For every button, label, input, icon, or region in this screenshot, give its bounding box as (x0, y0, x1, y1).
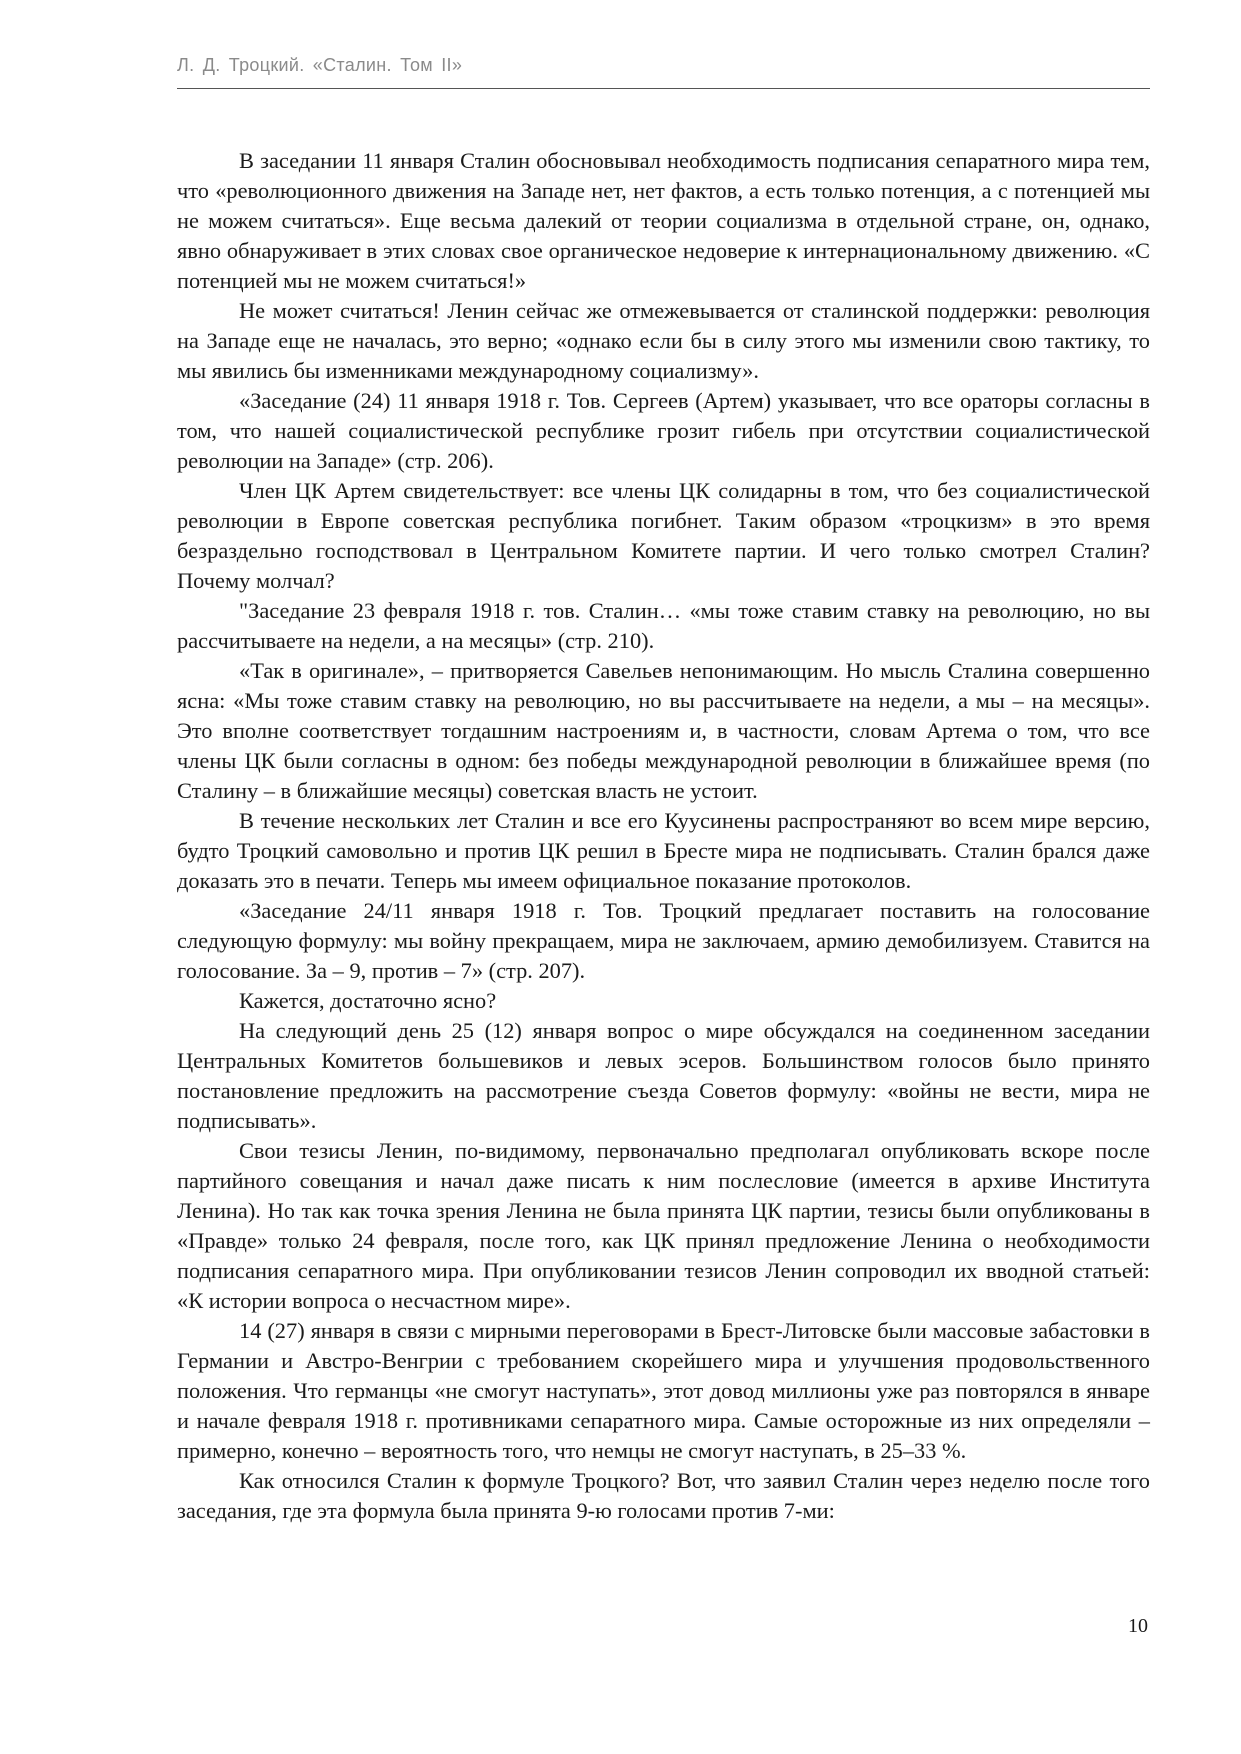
paragraph: Свои тезисы Ленин, по-видимому, первоначально предполагал опубликовать вскоре после партийного совещания и начал даже писать к ним послесловие (имеется в архиве Института Ленина). Но так как точка зрения Ленина не была принята ЦК партии, тезисы были опубликованы в «Правде» только 24 февраля, после того, как ЦК принял предложение Ленина о необходимости подписания сепаратного мира. При опубликовании тезисов Ленин сопроводил их вводной статьей: «К истории вопроса о несчастном мире». (177, 1138, 1150, 1313)
running-head: Л. Д. Троцкий. «Сталин. Том II» (177, 55, 463, 75)
page-number: 10 (1128, 1615, 1148, 1637)
paragraph: "Заседание 23 февраля 1918 г. тов. Сталин… «мы тоже ставим ставку на революцию, но вы рассчитываете на недели, а на месяцы» (стр. 210). (177, 598, 1150, 653)
paragraph: В заседании 11 января Сталин обосновывал необходимость подписания сепаратного мира тем, что «революционного движения на Западе нет, нет фактов, а есть только потенция, а с потенцией мы не можем считаться». Еще весьма далекий от теории социализма в отдельной стране, он, однако, явно обнаруживает в этих словах свое органическое недоверие к интернациональному движению. «С потенцией мы не можем считаться!» (177, 148, 1150, 293)
paragraph: «Заседание (24) 11 января 1918 г. Тов. Сергеев (Артем) указывает, что все ораторы согласны в том, что нашей социалистической республике грозит гибель при отсутствии социалистической революции на Западе» (стр. 206). (177, 388, 1150, 473)
paragraph: 14 (27) января в связи с мирными переговорами в Брест-Литовске были массовые забастовки в Германии и Австро-Венгрии с требованием скорейшего мира и улучшения продовольственного положения. Что германцы «не смогут наступать», этот довод миллионы уже раз повторялся в январе и начале февраля 1918 г. противниками сепаратного мира. Самые осторожные из них определяли – примерно, конечно – вероятность того, что немцы не смогут наступать, в 25–33 %. (177, 1318, 1150, 1463)
paragraph: «Заседание 24/11 января 1918 г. Тов. Троцкий предлагает поставить на голосование следующую формулу: мы войну прекращаем, мира не заключаем, армию демобилизуем. Ставится на голосование. За – 9, против – 7» (стр. 207). (177, 898, 1150, 983)
paragraph: Член ЦК Артем свидетельствует: все члены ЦК солидарны в том, что без социалистической революции в Европе советская республика погибнет. Таким образом «троцкизм» в это время безраздельно господствовал в Центральном Комитете партии. И чего только смотрел Сталин? Почему молчал? (177, 478, 1150, 593)
paragraph: На следующий день 25 (12) января вопрос о мире обсуждался на соединенном заседании Центральных Комитетов большевиков и левых эсеров. Большинством голосов было принято постановление предложить на рассмотрение съезда Советов формулу: «войны не вести, мира не подписывать». (177, 1018, 1150, 1133)
paragraph: Не может считаться! Ленин сейчас же отмежевывается от сталинской поддержки: революция на Западе еще не началась, это верно; «однако если бы в силу этого мы изменили свою тактику, то мы явились бы изменниками международному социализму». (177, 298, 1150, 383)
paragraph: «Так в оригинале», – притворяется Савельев непонимающим. Но мысль Сталина совершенно ясна: «Мы тоже ставим ставку на революцию, но вы рассчитываете на недели, а мы – на месяцы». Это вполне соответствует тогдашним настроениям и, в частности, словам Артема о том, что все члены ЦК были согласны в одном: без победы международной революции в ближайшее время (по Сталину – в ближайшие месяцы) советская власть не устоит. (177, 658, 1150, 803)
body-text (177, 146, 1150, 1526)
header-divider (177, 88, 1150, 89)
paragraph: Как относился Сталин к формуле Троцкого? Вот, что заявил Сталин через неделю после того заседания, где эта формула была принята 9-ю голосами против 7-ми: (177, 1468, 1150, 1523)
paragraph: В течение нескольких лет Сталин и все его Куусинены распространяют во всем мире версию, будто Троцкий самовольно и против ЦК решил в Бресте мира не подписывать. Сталин брался даже доказать это в печати. Теперь мы имеем официальное показание протоколов. (177, 808, 1150, 893)
paragraph: Кажется, достаточно ясно? (239, 988, 497, 1013)
